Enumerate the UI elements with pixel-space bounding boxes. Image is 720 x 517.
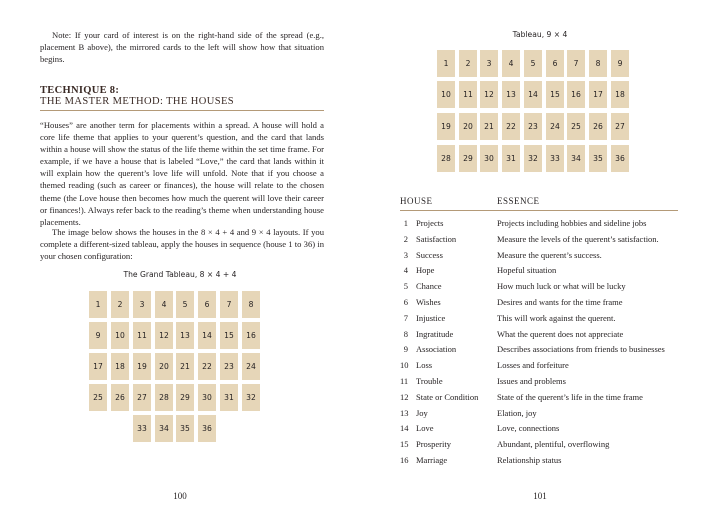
houses-intro-paragraph: “Houses” are another term for placements within a spread. A house will hold a core life theme that applies to your querent’s question, and the card that lands within a house will show the status of the life theme within the set time frame. For example, if we have a house that is labeled “Love,” the card that lands within it will explain how the querent’s love life will unfold. Note that if you choose a themed reading (such as career or finances), the house will relate to the chosen theme (the Love house then becomes how much the querent will love their career or finances!). Always refer back to the reading’s theme when understanding house placements. [40,120,324,227]
house-number: 4 [403,265,408,276]
house-name: Joy [416,407,428,418]
house-card: 11 [459,81,477,108]
table-row [400,437,680,451]
house-name: Love [416,423,434,434]
house-essence: Relationship status [497,455,562,465]
house-number: 3 [403,249,408,260]
house-card: 30 [480,145,498,172]
house-essence: Issues and problems [497,376,566,386]
house-card: 33 [133,415,151,442]
house-card: 1 [89,291,107,318]
table-row [400,453,680,467]
table-header-divider [400,210,678,211]
house-essence: Describes associations from friends to businesses [497,344,665,355]
house-name: State or Condition [416,391,479,402]
house-essence: Love, connections [497,423,560,434]
house-card: 25 [567,113,585,140]
house-card: 31 [220,384,238,411]
house-card: 27 [133,384,151,411]
house-card: 7 [567,50,585,77]
house-card: 12 [155,322,173,349]
table-row [400,279,680,293]
house-card: 28 [155,384,173,411]
house-card: 12 [480,81,498,108]
house-card: 2 [111,291,129,318]
house-card: 21 [480,113,498,140]
house-name: Prosperity [416,439,451,450]
house-card: 36 [198,415,216,442]
house-number: 2 [403,233,408,244]
house-card: 1 [437,50,455,77]
house-card: 34 [155,415,173,442]
house-card: 8 [589,50,607,77]
house-card: 32 [242,384,260,411]
table-row [400,358,680,372]
house-essence: Hopeful situation [497,265,557,276]
table-row [400,374,680,388]
house-card: 36 [611,145,629,172]
house-card: 28 [437,145,455,172]
house-number: 9 [403,344,408,355]
house-card: 6 [198,291,216,318]
house-name: Ingratitude [416,328,454,339]
house-card: 25 [89,384,107,411]
house-number: 10 [400,360,409,371]
house-card: 29 [176,384,194,411]
house-essence: Desires and wants for the time frame [497,297,623,307]
house-number: 7 [403,312,408,323]
house-name: Satisfaction [416,233,457,244]
note-paragraph: Note: If your card of interest is on the right-hand side of the spread (e.g., placement B above), the mirrored cards to the left will show how that situation begins. [40,30,324,65]
technique-title: THE MASTER METHOD: THE HOUSES [40,96,234,107]
house-card: 19 [133,353,151,380]
house-essence: This will work against the querent. [497,312,616,323]
house-card: 26 [589,113,607,140]
house-card: 34 [567,145,585,172]
house-number: 13 [400,407,409,418]
house-card: 3 [480,50,498,77]
house-name: Success [416,249,443,260]
house-number: 8 [403,328,408,339]
house-number: 5 [403,281,408,292]
house-essence: How much luck or what will be lucky [497,281,626,292]
technique-number: TECHNIQUE 8: [40,85,120,96]
house-card: 15 [220,322,238,349]
house-card: 4 [155,291,173,318]
house-card: 13 [502,81,520,108]
house-number: 11 [400,376,409,386]
house-card: 18 [611,81,629,108]
table-row [400,406,680,420]
house-card: 5 [176,291,194,318]
house-card: 27 [611,113,629,140]
house-card: 22 [198,353,216,380]
house-name: Injustice [416,312,446,323]
page-number: 101 [533,491,547,501]
house-card: 2 [459,50,477,77]
house-card: 35 [176,415,194,442]
house-card: 13 [176,322,194,349]
house-card: 8 [242,291,260,318]
page-number: 100 [173,491,187,501]
table-row [400,311,680,325]
house-number: 16 [400,455,409,465]
house-name: Wishes [416,297,441,307]
house-column-header: HOUSE [400,196,433,206]
table-row [400,342,680,356]
house-card: 35 [589,145,607,172]
house-card: 15 [546,81,564,108]
house-essence: Elation, joy [497,407,537,418]
house-card: 33 [546,145,564,172]
table-row [400,421,680,435]
house-card: 7 [220,291,238,318]
house-card: 20 [155,353,173,380]
essence-column-header: ESSENCE [497,196,540,206]
house-essence: Measure the levels of the querent’s satisfaction. [497,233,659,244]
house-card: 14 [524,81,542,108]
tableau-title: Tableau, 9 × 4 [512,30,568,39]
house-name: Hope [416,265,435,276]
house-card: 24 [242,353,260,380]
house-number: 14 [400,423,409,434]
house-card: 32 [524,145,542,172]
house-number: 6 [403,297,408,307]
house-essence: What the querent does not appreciate [497,328,624,339]
house-essence: Measure the querent’s success. [497,249,602,260]
table-row [400,390,680,404]
house-card: 4 [502,50,520,77]
house-card: 9 [89,322,107,349]
table-row [400,232,680,246]
house-card: 6 [546,50,564,77]
house-card: 30 [198,384,216,411]
house-card: 29 [459,145,477,172]
house-card: 23 [220,353,238,380]
house-card: 21 [176,353,194,380]
house-card: 5 [524,50,542,77]
house-card: 31 [502,145,520,172]
house-card: 19 [437,113,455,140]
house-essence: Abundant, plentiful, overflowing [497,439,610,450]
table-row [400,263,680,277]
house-essence: Projects including hobbies and sideline jobs [497,218,647,228]
house-number: 12 [400,391,409,402]
house-name: Trouble [416,376,443,386]
table-row [400,295,680,309]
house-card: 16 [567,81,585,108]
house-name: Chance [416,281,442,292]
house-card: 9 [611,50,629,77]
table-row [400,327,680,341]
house-card: 3 [133,291,151,318]
house-name: Projects [416,218,444,228]
house-card: 17 [589,81,607,108]
house-card: 24 [546,113,564,140]
house-number: 15 [400,439,409,450]
house-card: 16 [242,322,260,349]
house-name: Association [416,344,457,355]
table-row [400,248,680,262]
house-number: 1 [403,218,408,228]
house-card: 17 [89,353,107,380]
house-name: Marriage [416,455,448,465]
section-divider [40,110,324,111]
house-card: 18 [111,353,129,380]
house-card: 14 [198,322,216,349]
house-card: 23 [524,113,542,140]
house-card: 10 [111,322,129,349]
table-row [400,216,680,230]
right-page [360,0,720,517]
house-card: 10 [437,81,455,108]
house-card: 22 [502,113,520,140]
house-card: 11 [133,322,151,349]
layout-instructions-paragraph: The image below shows the houses in the 8 × 4 + 4 and 9 × 4 layouts. If you complete a different-sized tableau, apply the houses in sequence (house 1 to 36) in your chosen configuration: [40,227,324,262]
house-card: 26 [111,384,129,411]
house-card: 20 [459,113,477,140]
house-essence: Losses and forfeiture [497,360,569,371]
grand-tableau-title: The Grand Tableau, 8 × 4 + 4 [123,270,237,279]
house-essence: State of the querent’s life in the time frame [497,391,643,402]
house-name: Loss [416,360,433,371]
